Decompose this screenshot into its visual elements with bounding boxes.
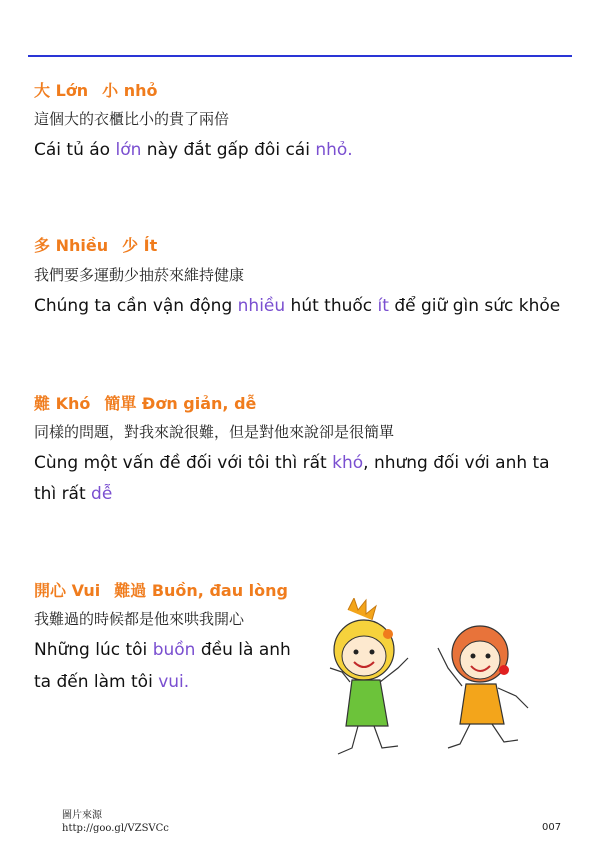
highlighted-word: dễ bbox=[91, 484, 113, 504]
section-heading bbox=[34, 233, 171, 256]
section-heading bbox=[34, 391, 270, 414]
highlighted-word: lớn bbox=[115, 140, 142, 160]
heading-word: 簡單 Đơn giản, dễ bbox=[104, 394, 257, 413]
vn-fragment: hút thuốc bbox=[285, 296, 378, 316]
image-source-label: 圖片來源 bbox=[62, 810, 102, 821]
vietnamese-sentence bbox=[34, 140, 353, 160]
chinese-sentence: 我難過的時候都是他來哄我開心 bbox=[34, 610, 245, 628]
section-heading bbox=[34, 578, 302, 601]
chinese-sentence: 同樣的問題，對我來說很難，但是對他來說卻是很簡單 bbox=[34, 423, 395, 441]
vn-fragment: này đắt gấp đôi cái bbox=[141, 140, 316, 160]
vietnamese-sentence-continued bbox=[34, 484, 112, 504]
section-heading bbox=[34, 78, 172, 101]
girl-figure bbox=[330, 598, 408, 754]
image-source-url[interactable]: http://goo.gl/VZSVCc bbox=[62, 823, 169, 834]
jumping-kids-illustration bbox=[308, 598, 542, 776]
vn-fragment: , nhưng đối với anh ta bbox=[363, 453, 550, 473]
heading-word: 開心 Vui bbox=[34, 581, 101, 600]
heading-word: 少 Ít bbox=[122, 236, 158, 255]
heading-word: 小 nhỏ bbox=[102, 81, 158, 100]
highlighted-word: nhỏ. bbox=[315, 140, 353, 160]
vietnamese-sentence-continued bbox=[34, 672, 189, 692]
vn-fragment: ta đến làm tôi bbox=[34, 672, 159, 692]
vn-fragment: Những lúc tôi bbox=[34, 640, 153, 660]
vietnamese-sentence bbox=[34, 296, 560, 316]
vn-fragment: để giữ gìn sức khỏe bbox=[388, 296, 561, 316]
highlighted-word: nhiều bbox=[237, 296, 286, 316]
heading-word: 難過 Buồn, đau lòng bbox=[114, 581, 288, 600]
vn-fragment: Cùng một vấn đề đối với tôi thì rất bbox=[34, 453, 333, 473]
boy-figure bbox=[438, 626, 528, 748]
vietnamese-sentence bbox=[34, 453, 550, 473]
vn-fragment: Chúng ta cần vận động bbox=[34, 296, 238, 316]
highlighted-word: ít bbox=[377, 296, 389, 316]
page-number: 007 bbox=[542, 822, 562, 833]
vietnamese-sentence bbox=[34, 640, 291, 660]
heading-word: 難 Khó bbox=[34, 394, 91, 413]
chinese-sentence: 這個大的衣櫃比小的貴了兩倍 bbox=[34, 110, 230, 128]
vn-fragment: thì rất bbox=[34, 484, 92, 504]
highlighted-word: khó bbox=[332, 453, 364, 473]
vn-fragment: đều là anh bbox=[195, 640, 291, 660]
vn-fragment: Cái tủ áo bbox=[34, 140, 116, 160]
highlighted-word: vui. bbox=[158, 672, 190, 692]
chinese-sentence: 我們要多運動少抽菸來維持健康 bbox=[34, 266, 245, 284]
top-rule bbox=[28, 55, 572, 57]
heading-word: 多 Nhiều bbox=[34, 236, 109, 255]
highlighted-word: buồn bbox=[152, 640, 196, 660]
heading-word: 大 Lớn bbox=[34, 81, 89, 100]
